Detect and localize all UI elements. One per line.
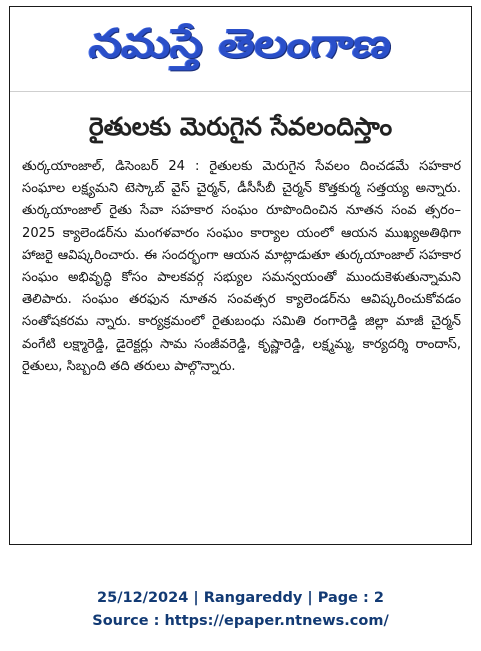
article-body: తుర్కయాంజాల్, డిసెంబర్ 24 : రైతులకు మెరుగైన సేవలం దించడమే సహకార సంఘాల లక్ష్యమని టెస్కాబ్ వైస్ చైర్మన్, డీసీసీబీ చైర్మన్ కొత్తకుర్మ సత్తయ్య అన్నారు. తుర్కయాంజాల్ రైతు సేవా సహకార సంఘం రూపొందించిన నూతన సంవ త్సరం– 2025 క్యాలెండర్‌ను మంగళవారం సంఘం కార్యాల యంలో ఆయన ముఖ్యఅతిథిగా హాజరై ఆవిష్కరించారు. ఈ సందర్భంగా ఆయన మాట్లాడుతూ తుర్కయాంజాల్ సహకార సంఘం అభివృద్ధి కోసం పాలకవర్గ సభ్యుల సమన్వయంతో ముందుకెళుతున్నామని తెలిపారు. సంఘం తరఫున నూతన సంవత్సర క్యాలెండర్‌ను ఆవిష్కరించుకోవడం సంతోషకరమ న్నారు. కార్యక్రమంలో రైతుబంధు సమితి రంగారెడ్డి జిల్లా మాజీ చైర్మన్ వంగేటి లక్ష్మారెడ్డి, డైరెక్టర్లు సామ సంజీవరెడ్డి, కృష్ణారెడ్డి, లక్ష్మమ్మ, కార్యదర్శి రాందాస్, రైతులు, సిబ్బంది తది తరులు పాల్గొన్నారు. bbox=[22, 159, 461, 374]
footer-source: Source : https://epaper.ntnews.com/ bbox=[92, 613, 389, 629]
masthead bbox=[10, 7, 471, 92]
article-headline: రైతులకు మెరుగైన సేవలందిస్తాం bbox=[88, 112, 393, 141]
news-clipping bbox=[9, 6, 472, 545]
footer-date-edition: 25/12/2024 | Rangareddy | Page : 2 bbox=[97, 590, 384, 606]
masthead-logo: నమస్తే తెలంగాణ bbox=[87, 21, 395, 67]
